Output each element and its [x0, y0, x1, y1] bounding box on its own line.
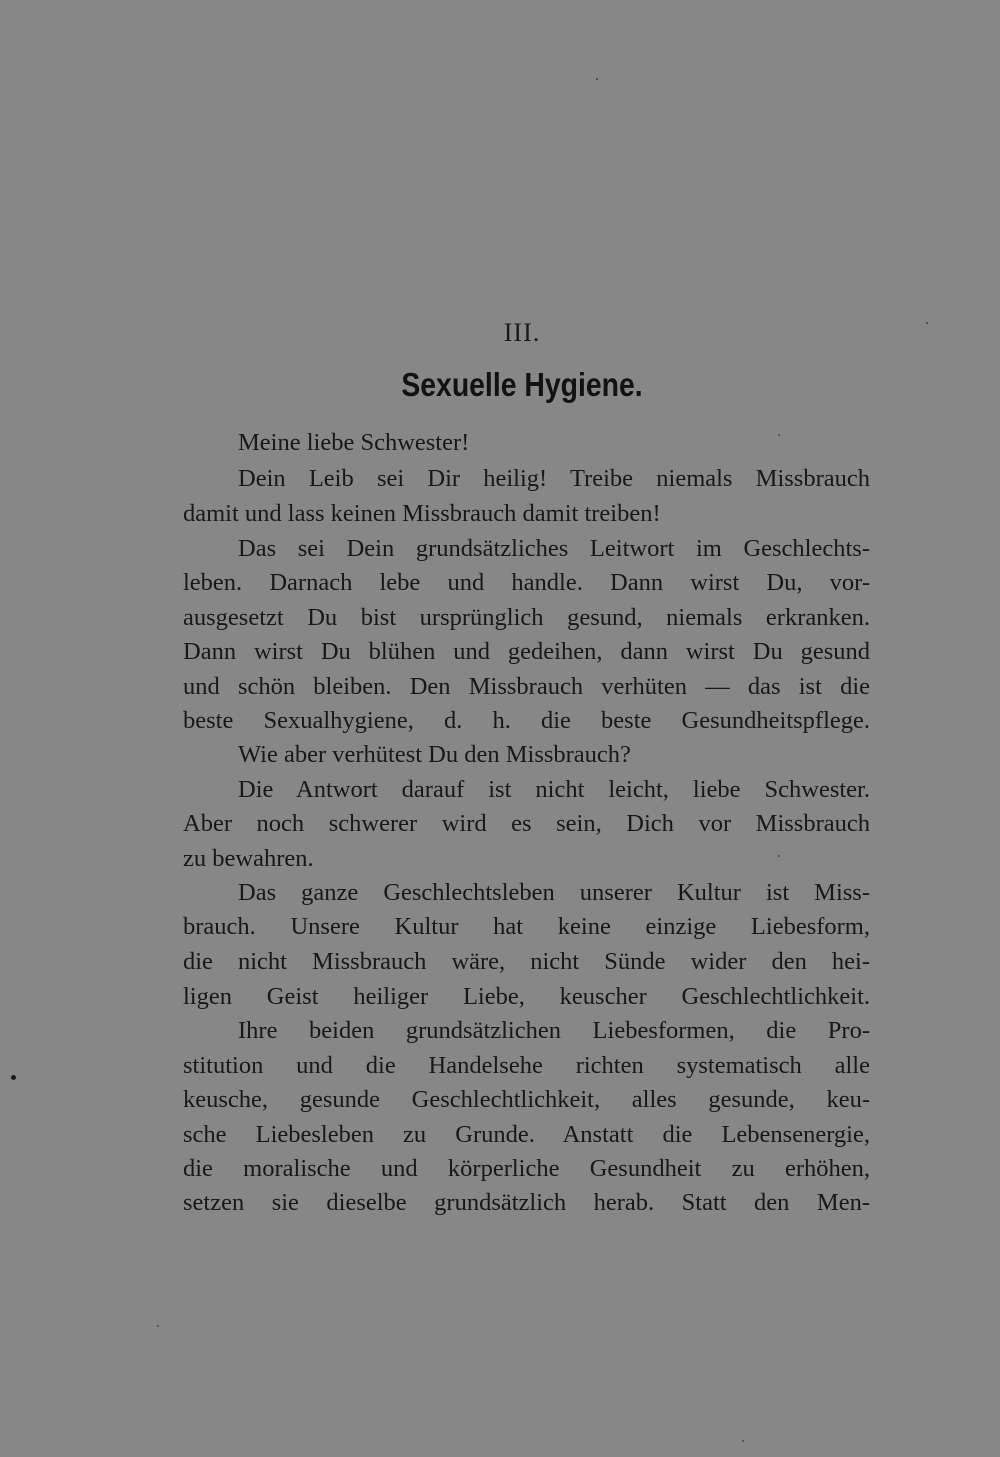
scan-speck [778, 434, 780, 436]
scan-speck [11, 1075, 16, 1080]
text-line: Dann wirst Du blühen und gedeihen, dann wirst Du gesund [183, 638, 870, 665]
scan-speck [157, 1325, 159, 1327]
text-line: sche Liebesleben zu Grunde. Anstatt die Lebensenergie, [183, 1121, 870, 1148]
text-line: Meine liebe Schwester! [238, 429, 470, 456]
scan-speck [596, 78, 598, 80]
text-line: die moralische und körperliche Gesundheit zu erhöhen, [183, 1155, 870, 1182]
text-line: ausgesetzt Du bist ursprünglich gesund, niemals erkranken. [183, 604, 870, 631]
chapter-title: Sexuelle Hygiene. [401, 366, 643, 403]
text-line: und schön bleiben. Den Missbrauch verhüten — das ist die [183, 673, 870, 700]
text-line: Dein Leib sei Dir heilig! Treibe niemals Missbrauch [238, 465, 870, 492]
scan-speck [778, 855, 780, 857]
text-line: Aber noch schwerer wird es sein, Dich vor Missbrauch [183, 810, 870, 837]
text-line: keusche, gesunde Geschlechtlichkeit, alles gesunde, keu- [183, 1086, 870, 1113]
text-line: beste Sexualhygiene, d. h. die beste Gesundheitspflege. [183, 707, 870, 734]
text-line: Das ganze Geschlechtsleben unserer Kultur ist Miss- [238, 879, 870, 906]
text-line: Wie aber verhütest Du den Missbrauch? [238, 741, 631, 768]
scan-speck [742, 1440, 744, 1442]
text-line: zu bewahren. [183, 845, 314, 872]
text-line: Ihre beiden grundsätzlichen Liebesformen, die Pro- [238, 1017, 870, 1044]
text-line: damit und lass keinen Missbrauch damit treiben! [183, 500, 661, 527]
text-line: setzen sie dieselbe grundsätzlich herab. Statt den Men- [183, 1189, 870, 1216]
text-line: Die Antwort darauf ist nicht leicht, liebe Schwester. [238, 776, 870, 803]
text-line: leben. Darnach lebe und handle. Dann wirst Du, vor- [183, 569, 870, 596]
chapter-number: III. [503, 318, 541, 347]
text-line: brauch. Unsere Kultur hat keine einzige Liebesform, [183, 913, 870, 940]
text-line: stitution und die Handelsehe richten systematisch alle [183, 1052, 870, 1079]
text-line: ligen Geist heiliger Liebe, keuscher Geschlechtlichkeit. [183, 983, 870, 1010]
text-line: die nicht Missbrauch wäre, nicht Sünde wider den hei- [183, 948, 870, 975]
text-line: Das sei Dein grundsätzliches Leitwort im Geschlechts- [238, 535, 870, 562]
scan-speck [926, 322, 928, 324]
